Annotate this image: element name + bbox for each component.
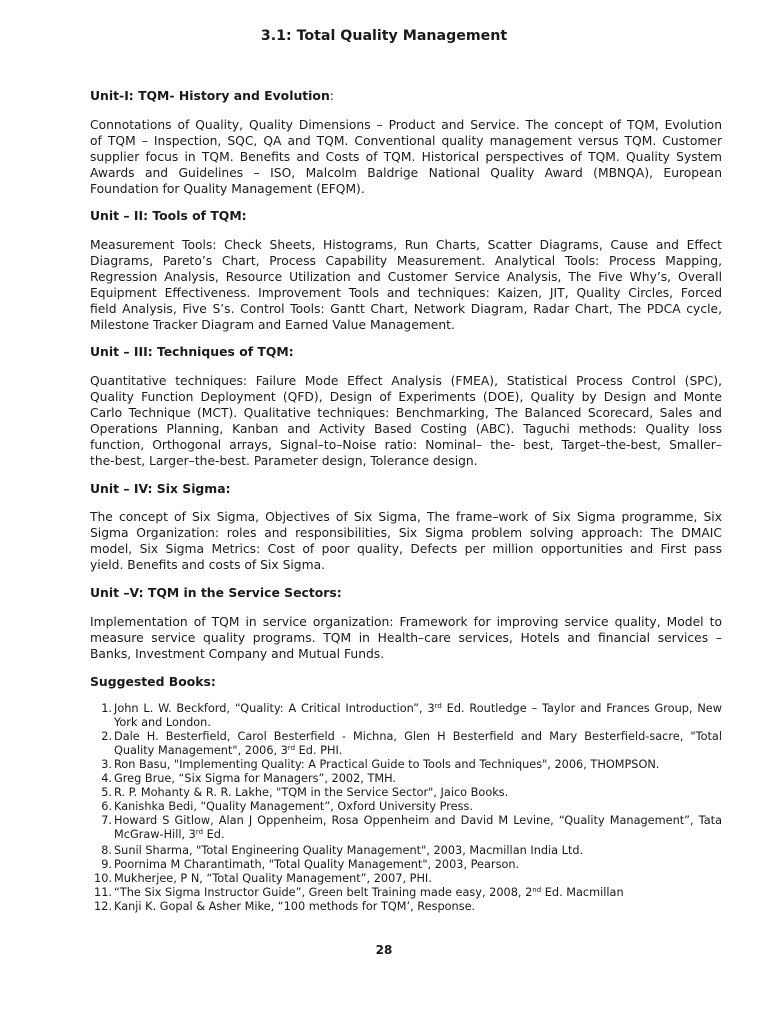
book-text: Kanji K. Gopal & Asher Mike, “100 methods for TQM’, Response.: [114, 900, 476, 913]
unit-2-line: Milestone Tracker Diagram and Earned Value Management.: [90, 318, 455, 332]
book-text: Ron Basu, "Implementing Quality: A Practical Guide to Tools and Techniques", 2006, THOMPSON.: [114, 758, 660, 771]
book-text: Quality Management", 2006, 3: [114, 744, 288, 757]
unit-3-heading: Unit – III: Techniques of TQM:: [90, 344, 294, 359]
books-heading: Suggested Books:: [90, 674, 216, 689]
book-number: 1.: [101, 702, 112, 715]
book-text: Dale H. Besterfield, Carol Besterfield - Michna, Glen H Besterfield and Mary Besterfield-sacre, "Total: [114, 730, 722, 743]
unit-1-heading: [90, 88, 334, 104]
book-number: 10.: [94, 872, 112, 885]
book-text: Mukherjee, P N, “Total Quality Management”, 2007, PHI.: [114, 872, 432, 885]
book-entry: [114, 716, 211, 730]
unit-2-heading: Unit – II: Tools of TQM:: [90, 208, 247, 223]
book-text: “The Six Sigma Instructor Guide”, Green belt Training made easy, 2008, 2: [114, 886, 533, 899]
book-text: McGraw-Hill, 3: [114, 828, 196, 841]
book-number: 5.: [101, 786, 112, 799]
unit-1-line: Connotations of Quality, Quality Dimensions – Product and Service. The concept of TQM, Evolution: [90, 118, 722, 132]
book-entry: [114, 786, 508, 800]
unit-3-line: Operations Planning, Kanban and Activity Based Costing (ABC). Taguchi methods: Quality loss: [90, 422, 722, 436]
unit-4-line: yield. Benefits and costs of Six Sigma.: [90, 558, 326, 572]
book-number: 7.: [101, 814, 112, 827]
book-number: 2.: [101, 730, 112, 743]
unit-4-heading: Unit – IV: Six Sigma:: [90, 481, 231, 496]
book-text: York and London.: [114, 716, 211, 729]
book-text: John L. W. Beckford, “Quality: A Critical Introduction”, 3: [114, 702, 435, 715]
page-number: 28: [375, 943, 393, 957]
unit-3-line: function, Orthogonal arrays, Signal–to–Noise ratio: Nominal– the- best, Target–the-best, Smaller–: [90, 438, 722, 452]
book-entry: [114, 872, 432, 886]
book-entry: [114, 772, 396, 786]
book-number: 12.: [94, 900, 112, 913]
book-entry: [114, 800, 473, 814]
book-number: 4.: [101, 772, 112, 785]
book-sup: rd: [195, 828, 204, 836]
book-sup: rd: [434, 702, 442, 710]
unit-5-heading: Unit –V: TQM in the Service Sectors:: [90, 585, 342, 600]
unit-3-line: the-best, Larger–the-best. Parameter design, Tolerance design.: [90, 454, 478, 468]
unit-1-line: Foundation for Quality Management (EFQM).: [90, 182, 365, 196]
book-text: Ed. PHI.: [295, 744, 343, 757]
unit-4-line: model, Six Sigma Metrics: Cost of poor quality, Defects per million opportunities and First pass: [90, 542, 722, 556]
unit-1-heading-colon: :: [329, 89, 334, 103]
unit-5-line: Implementation of TQM in service organization: Framework for improving service quality, Model to: [90, 615, 722, 629]
book-entry: [114, 702, 722, 716]
unit-2-line: Equipment Effectiveness. Improvement Tools and techniques: Kaizen, JIT, Quality Circles, Forced: [90, 286, 722, 300]
book-number: 11.: [94, 886, 112, 899]
unit-2-line: Diagrams, Pareto’s Chart, Process Capability Measurement. Analytical Tools: Process Mapping,: [90, 254, 722, 268]
unit-2-line: field Analysis, Five S’s. Control Tools: Gantt Chart, Network Diagram, Radar Chart, The PDCA cycle,: [90, 302, 722, 316]
book-entry: [114, 758, 659, 772]
unit-3-line: Quality Function Deployment (QFD), Design of Experiments (DOE), Quality by Design and Monte: [90, 390, 722, 404]
book-text: Ed. Routledge – Taylor and Frances Group, New: [441, 702, 722, 715]
book-number: 3.: [101, 758, 112, 771]
book-entry: [114, 886, 624, 900]
book-sup: rd: [287, 744, 296, 752]
book-number: 6.: [101, 800, 112, 813]
book-entry: [114, 828, 225, 842]
unit-1-line: supplier focus in TQM. Benefits and Costs of TQM. Historical perspectives of TQM. Quality System: [90, 150, 722, 164]
unit-1-heading-text: Unit-I: TQM- History and Evolution: [90, 88, 330, 103]
unit-3-line: Quantitative techniques: Failure Mode Effect Analysis (FMEA), Statistical Process Control (SPC),: [90, 374, 722, 388]
unit-2-line: Measurement Tools: Check Sheets, Histograms, Run Charts, Scatter Diagrams, Cause and Effect: [90, 238, 722, 252]
book-number: 8.: [101, 844, 112, 857]
unit-1-line: of TQM – Inspection, SQC, QA and TQM. Conventional quality management versus TQM. Customer: [90, 134, 722, 148]
book-text: R. P. Mohanty & R. R. Lakhe, "TQM in the Service Sector", Jaico Books.: [114, 786, 509, 799]
unit-2-line: Regression Analysis, Resource Utilization and Customer Service Analysis, The Five Why’s, Overall: [90, 270, 722, 284]
unit-5-line: measure service quality programs. TQM in Health–care services, Hotels and financial services –: [90, 631, 722, 645]
unit-4-line: The concept of Six Sigma, Objectives of Six Sigma, The frame–work of Six Sigma programme, Six: [90, 510, 722, 524]
book-entry: [114, 858, 519, 872]
unit-1-line: Awards and Guidelines – ISO, Malcolm Baldrige National Quality Award (MBNQA), European: [90, 166, 722, 180]
book-text: Kanishka Bedi, “Quality Management”, Oxford University Press.: [114, 800, 473, 813]
page-title: 3.1: Total Quality Management: [260, 28, 508, 44]
book-text: Ed. Macmillan: [541, 886, 624, 899]
book-text: Greg Brue, “Six Sigma for Managers”, 2002, TMH.: [114, 772, 397, 785]
unit-3-line: Carlo Technique (MCT). Qualitative techniques: Benchmarking, The Balanced Scorecard, Sales and: [90, 406, 722, 420]
book-number: 9.: [101, 858, 112, 871]
book-entry: [114, 814, 722, 828]
book-entry: [114, 844, 583, 858]
unit-5-line: Banks, Investment Company and Mutual Funds.: [90, 647, 385, 661]
book-sup: nd: [532, 886, 542, 894]
book-entry: [114, 900, 475, 914]
unit-4-line: Sigma Organization: roles and responsibilities, Six Sigma problem solving approach: The DMAIC: [90, 526, 722, 540]
book-text: Sunil Sharma, "Total Engineering Quality Management", 2003, Macmillan India Ltd.: [114, 844, 584, 857]
book-entry: [114, 730, 722, 744]
book-text: Ed.: [203, 828, 225, 841]
book-entry: [114, 744, 342, 758]
book-text: Poornima M Charantimath, "Total Quality Management", 2003, Pearson.: [114, 858, 520, 871]
book-text: Howard S Gitlow, Alan J Oppenheim, Rosa Oppenheim and David M Levine, “Quality Management”, Tata: [114, 814, 722, 827]
